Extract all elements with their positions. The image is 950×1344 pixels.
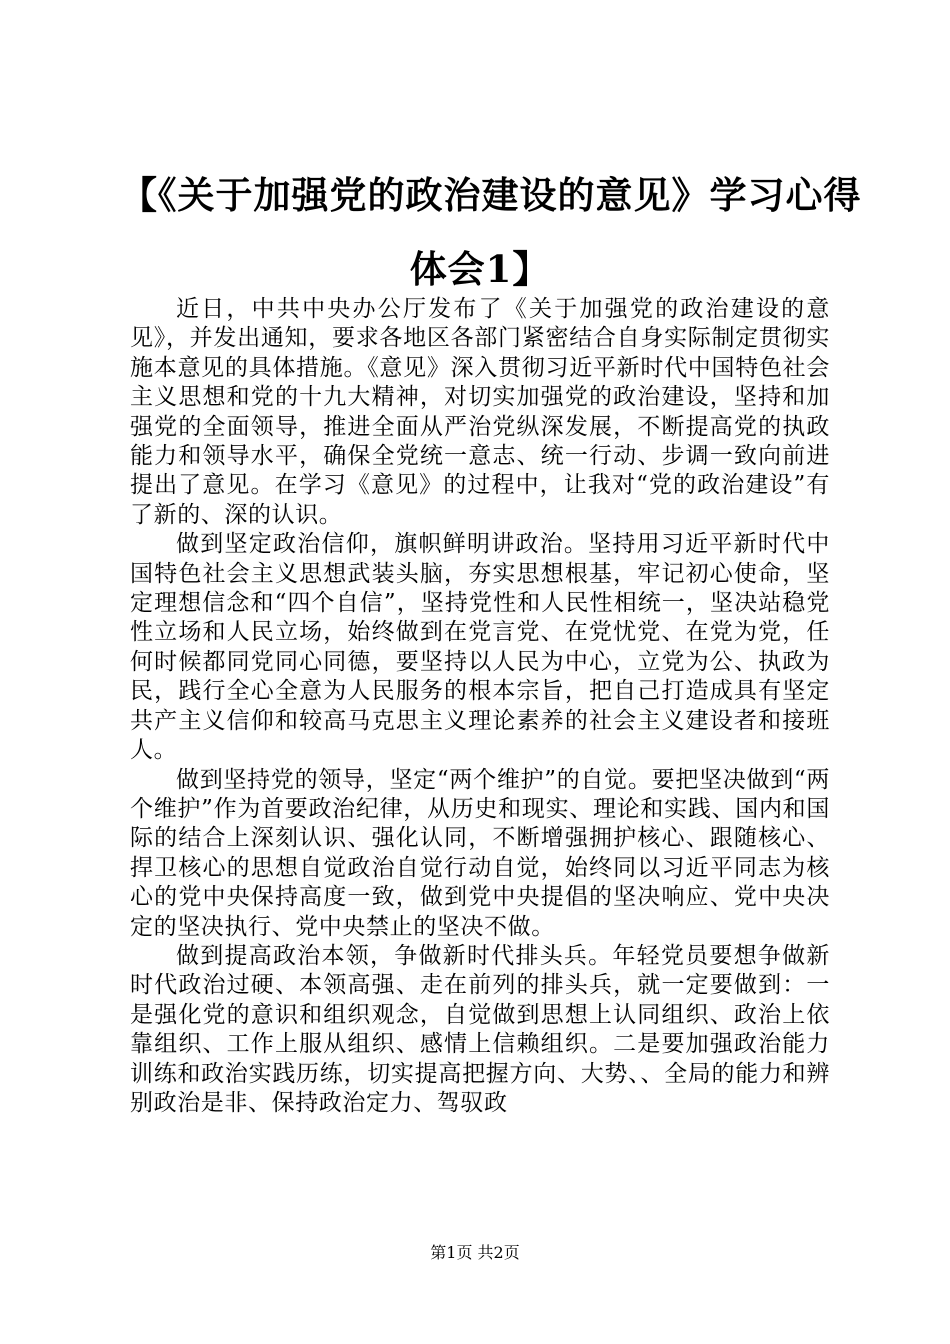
title-line-1: 【《关于加强党的政治建设的意见》学习心得 [120, 173, 862, 217]
paragraph-3: 做到坚持党的领导，坚定“两个维护”的自觉。要把坚决做到“两个维护”作为首要政治纪律，从历史和现实、理论和实践、国内和国际的结合上深刻认识、强化认同，不断增强拥护核心、跟随核心、捍卫核心的思想自觉政治自觉行动自觉，始终同以习近平同志为核心的党中央保持高度一致，做到党中央提倡的坚决响应、党中央决定的坚决执行、党中央禁止的坚决不做。 [130, 766, 830, 940]
document-title [120, 158, 862, 306]
paragraph-4: 做到提高政治本领，争做新时代排头兵。年轻党员要想争做新时代政治过硬、本领高强、走在前列的排头兵，就一定要做到：一是强化党的意识和组织观念，自觉做到思想上认同组织、政治上依靠组织、工作上服从组织、感情上信赖组织。二是要加强政治能力训练和政治实践历练，切实提高把握方向、大势、、全局的能力和辨别政治是非、保持政治定力、驾驭政 [130, 942, 830, 1116]
document-body [130, 295, 830, 1118]
title-line-2: 体会1】 [409, 247, 551, 291]
paragraph-2: 做到坚定政治信仰，旗帜鲜明讲政治。坚持用习近平新时代中国特色社会主义思想武装头脑，夯实思想根基，牢记初心使命，坚定理想信念和“四个自信”，坚持党性和人民性相统一，坚决站稳党性立场和人民立场，始终做到在党言党、在党忧党、在党为党，任何时候都同党同心同德，要坚持以人民为中心，立党为公、执政为民，践行全心全意为人民服务的根本宗旨，把自己打造成具有坚定共产主义信仰和较高马克思主义理论素养的社会主义建设者和接班人。 [130, 531, 830, 764]
paragraph-1: 近日，中共中央办公厅发布了《关于加强党的政治建设的意见》，并发出通知，要求各地区各部门紧密结合自身实际制定贯彻实施本意见的具体措施。《意见》深入贯彻习近平新时代中国特色社会主义思想和党的十九大精神，对切实加强党的政治建设，坚持和加强党的全面领导，推进全面从严治党纵深发展，不断提高党的执政能力和领导水平，确保全党统一意志、统一行动、步调一致向前进提出了意见。在学习《意见》的过程中，让我对“党的政治建设”有了新的、深的认识。 [130, 296, 830, 528]
page-footer: 第1页 共2页 [430, 1243, 520, 1262]
